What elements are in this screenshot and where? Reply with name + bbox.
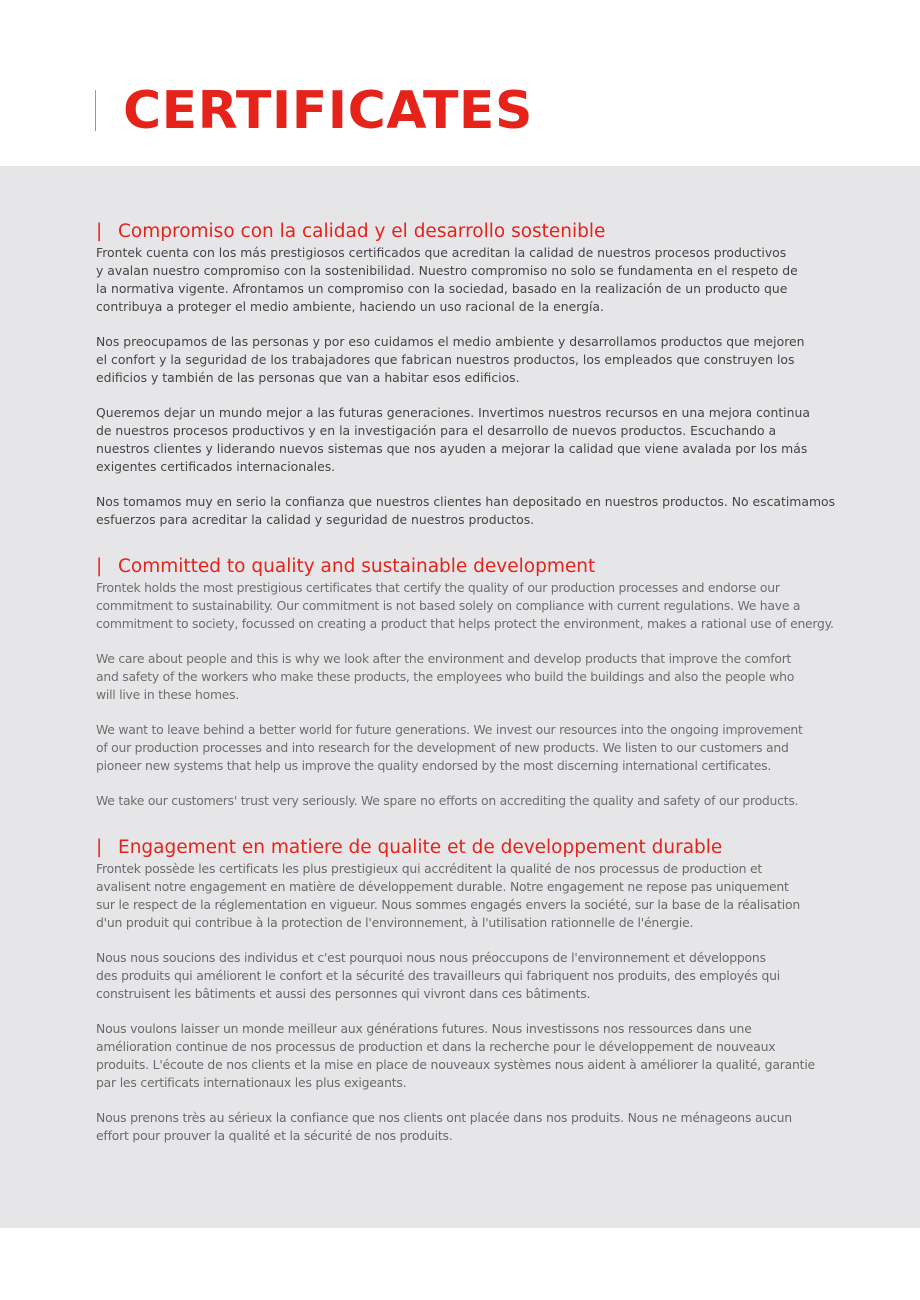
text-line: Frontek possède les certificats les plus prestigieux qui accréditent la qualité de nos processus de production et [96,861,763,876]
paragraph [96,404,836,476]
text-line: We take our customers' trust very seriously. We spare no efforts on accrediting the quality and safety of our products. [96,793,799,808]
title-accent-bar [95,90,96,131]
text-line: Frontek holds the most prestigious certificates that certify the quality of our production processes and endorse our [96,580,780,595]
section-french [96,836,836,1145]
page-title: CERTIFICATES [123,81,533,141]
text-line: Frontek cuenta con los más prestigiosos certificados que acreditan la calidad de nuestros procesos productivos [96,245,787,260]
paragraph [96,721,836,775]
text-line: We want to leave behind a better world for future generations. We invest our resources into the ongoing improvement [96,722,803,737]
section-heading-text: Engagement en matiere de qualite et de developpement durable [118,837,723,858]
paragraph [96,579,836,633]
text-line: produits. L'écoute de nos clients et la mise en place de nouveaux systèmes nous aident à améliorer la qualité, garantie [96,1057,815,1072]
section-heading-text: Committed to quality and sustainable development [118,556,596,577]
heading-bar: | [96,837,103,858]
text-line: of our production processes and into research for the development of new products. We listen to our customers and [96,740,789,755]
text-line: Nos tomamos muy en serio la confianza que nuestros clientes han depositado en nuestros productos. No escatimamos [96,494,836,509]
paragraph [96,244,836,316]
text-line: We care about people and this is why we look after the environment and develop products that improve the comfort [96,651,792,666]
text-line: y avalan nuestro compromiso con la sostenibilidad. Nuestro compromiso no solo se fundamenta en el respeto de [96,263,798,278]
paragraph [96,949,836,1003]
page-footer [0,1228,920,1300]
text-line: Nous nous soucions des individus et c'est pourquoi nous nous préoccupons de l'environnement et développons [96,950,766,965]
text-line: edificios y también de las personas que van a habitar esos edificios. [96,370,520,385]
section-heading-text: Compromiso con la calidad y el desarrollo sostenible [118,221,606,242]
paragraph [96,650,836,704]
paragraph [96,1020,836,1092]
text-line: exigentes certificados internacionales. [96,459,336,474]
text-line: sur le respect de la réglementation en vigueur. Nous sommes engagés envers la société, sur la base de la réalisation [96,897,800,912]
paragraph [96,333,836,387]
text-line: de nuestros procesos productivos y en la investigación para el desarrollo de nuevos productos. Escuchando a [96,423,777,438]
text-line: effort pour prouver la qualité et la sécurité de nos produits. [96,1128,453,1143]
paragraph [96,792,836,810]
text-line: esfuerzos para acreditar la calidad y seguridad de nuestros productos. [96,512,535,527]
text-line: pioneer new systems that help us improve the quality endorsed by the most discerning international certificates. [96,758,772,773]
section-heading-spanish [96,220,836,244]
heading-bar: | [96,556,103,577]
section-heading-english [96,555,836,579]
text-line: will live in these homes. [96,687,240,702]
text-line: amélioration continue de nos processus de production et dans la recherche pour le développement de nouveaux [96,1039,776,1054]
text-line: and safety of the workers who make these products, the employees who build the buildings and also the people who [96,669,795,684]
text-line: Nos preocupamos de las personas y por eso cuidamos el medio ambiente y desarrollamos productos que mejoren [96,334,805,349]
text-line: par les certificats internationaux les plus exigeants. [96,1075,407,1090]
page-header [0,0,920,166]
text-line: commitment to sustainability. Our commitment is not based solely on compliance with current regulations. We have a [96,598,801,613]
text-line: el confort y la seguridad de los trabajadores que fabrican nuestros productos, los empleados que construyen los [96,352,795,367]
paragraph [96,860,836,932]
text-line: d'un produit qui contribue à la protection de l'environnement, à l'utilisation rationnelle de l'énergie. [96,915,694,930]
text-line: Nous prenons très au sérieux la confiance que nos clients ont placée dans nos produits. Nous ne ménageons aucun [96,1110,792,1125]
text-line: commitment to society, focussed on creating a product that helps protect the environment, makes a rational use of energy. [96,616,834,631]
text-line: construisent les bâtiments et aussi des personnes qui vivront dans ces bâtiments. [96,986,591,1001]
text-line: avalisent notre engagement en matière de développement durable. Notre engagement ne repose pas uniquement [96,879,789,894]
section-spanish [96,220,836,529]
text-line: nuestros clientes y liderando nuevos sistemas que nos ayuden a mejorar la calidad que viene avalada por los más [96,441,808,456]
text-line: Nous voulons laisser un monde meilleur aux générations futures. Nous investissons nos ressources dans une [96,1021,752,1036]
heading-bar: | [96,221,103,242]
paragraph [96,1109,836,1145]
section-heading-french [96,836,836,860]
section-english [96,555,836,810]
text-line: contribuya a proteger el medio ambiente, haciendo un uso racional de la energía. [96,299,604,314]
text-line: des produits qui améliorent le confort et la sécurité des travailleurs qui fabriquent nos produits, des employés qui [96,968,781,983]
text-line: Queremos dejar un mundo mejor a las futuras generaciones. Invertimos nuestros recursos en una mejora continua [96,405,810,420]
text-line: la normativa vigente. Afrontamos un compromiso con la sociedad, basado en la realización de un producto que [96,281,788,296]
paragraph [96,493,836,529]
